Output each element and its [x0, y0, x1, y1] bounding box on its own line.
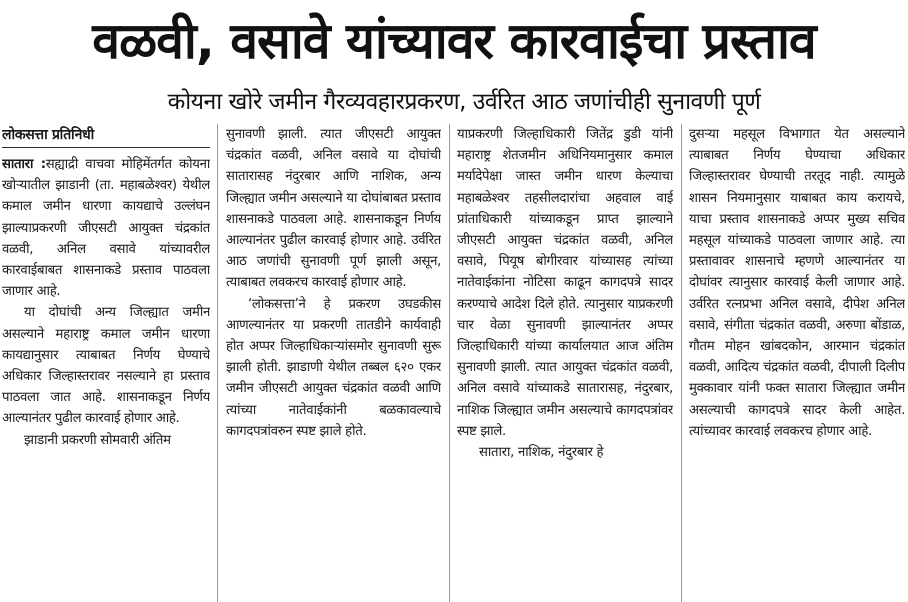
byline: लोकसत्ता प्रतिनिधी — [2, 124, 210, 148]
subheadline: कोयना खोरे जमीन गैरव्यवहारप्रकरण, उर्वरित आठ जणांचीही सुनावणी पूर्ण — [167, 89, 761, 115]
column-divider — [681, 124, 682, 602]
paragraph-2: या दोघांची अन्य जिल्ह्यात जमीन असल्याने महाराष्ट्र कमाल जमीन धारणा कायद्यानुसार त्याबाबत निर्णय घेण्याचे अधिकार जिल्हास्तरावर नसल्याने हा प्रस्ताव पाठवला जात आहे. शासनाकडून निर्णय आल्यानंतर पुढील कारवाई होणार आहे. — [2, 305, 210, 427]
paragraph-1 — [2, 154, 210, 302]
article-column-1 — [2, 124, 210, 602]
column-divider — [449, 124, 450, 602]
article-column-4 — [689, 124, 905, 602]
paragraph-6: याप्रकरणी जिल्हाधिकारी जितेंद्र डुडी यांनी महाराष्ट्र शेतजमीन अधिनियमानुसार कमाल मर्यादेपेक्षा जास्त जमीन धारण केल्याचा महाबळेश्वर तहसीलदारांचा अहवाल वाई प्रांताधिकारी यांच्याकडून प्राप्त झाल्याने जीएसटी आयुक्त चंद्रकांत वळवी, अनिल वसावे, पियूष बोगीरवार यांच्यासह त्यांच्या नातेवाईकांना नोटिसा काढून कागदपत्रे सादर करण्याचे आदेश दिले होते. त्यानुसार याप्रकरणी चार वेळा सुनावणी झाल्यानंतर अप्पर जिल्हाधिकारी यांच्या कार्यालयात आज अंतिम सुनावणी झाली. त्यात आयुक्त चंद्रकांत वळवी, अनिल वसावे यांच्याकडे सातारासह, नंदुरबार, नाशिक जिल्ह्यात जमीन असल्याचे कागदपत्रांवर स्पष्ट झाले. — [457, 127, 673, 439]
article-column-3 — [457, 124, 673, 602]
paragraph-8: दुसऱ्या महसूल विभागात येत असल्याने त्याबाबत निर्णय घेण्याचा अधिकार जिल्हास्तरावर घेण्याची तरतूद नाही. त्यामुळे शासन नियमानुसार याबाबत काय करायचे, याचा प्रस्ताव शासनाकडे अप्पर मुख्य सचिव महसूल यांच्याकडे पाठवला जाणार आहे. त्या प्रस्तावावर शासनाचे म्हणणे आल्यानंतर या दोघांवर त्यानुसार कारवाई केली जाणार आहे. उर्वरित रत्नप्रभा अनिल वसावे, दीपेश अनिल वसावे, संगीता चंद्रकांत वळवी, अरुणा बोंडाळ, गौतम मोहन खांबदकोन, आरमान चंद्रकांत वळवी, आदित्य चंद्रकांत वळवी, दीपाली दिलीप मुक्कावार यांनी फक्त सातारा जिल्ह्यात जमीन असल्याची कागदपत्रे सादर केली आहेत. त्यांच्यावर कारवाई लवकरच होणार आहे. — [689, 127, 905, 439]
headline: वळवी, वसावे यांच्यावर कारवाईचा प्रस्ताव — [92, 12, 816, 70]
paragraph-3: झाडानी प्रकरणी सोमवारी अंतिम — [24, 432, 171, 448]
paragraph-5: ‘लोकसत्ता’ने हे प्रकरण उघडकीस आणल्यानंतर या प्रकरणी तातडीने कार्यवाही होत अप्पर जिल्हाधिकाऱ्यांसमोर सुनावणी सुरू झाली होती. झाडाणी येथील तब्बल ६२० एकर जमीन जीएसटी आयुक्त चंद्रकांत वळवी आणि त्यांच्या नातेवाईकांनी बळकावल्याचे कागदपत्रांवरुन स्पष्ट झाले होते. — [226, 296, 441, 439]
paragraph-7: सातारा, नाशिक, नंदुरबार हे — [479, 445, 604, 461]
article-column-2 — [226, 124, 441, 602]
paragraph-1-text: सह्याद्री वाचवा मोहिमेंतर्गत कोयना खोऱ्यातील झाडानी (ता. महाबळेश्वर) येथील कमाल जमीन धारणा कायद्याचे उल्लंघन झाल्याप्रकरणी जीएसटी आयुक्त चंद्रकांत वळवी, अनिल वसावे यांच्यावरील कारवाईबाबत शासनाकडे प्रस्ताव पाठवला जाणार आहे. — [2, 157, 210, 300]
column-divider — [217, 124, 218, 602]
paragraph-4: सुनावणी झाली. त्यात जीएसटी आयुक्त चंद्रकांत वळवी, अनिल वसावे या दोघांची सातारासह नंदुरबार आणि नाशिक, अन्य जिल्ह्यात जमीन असल्याने या दोघांबाबत प्रस्ताव शासनाकडे पाठवला आहे. शासनाकडून निर्णय आल्यानंतर पुढील कारवाई होणार आहे. उर्वरित आठ जणांची सुनावणी पूर्ण झाली असून, त्याबाबत लवकरच कारवाई होणार आहे. — [226, 127, 441, 291]
dateline: सातारा : — [2, 157, 46, 172]
